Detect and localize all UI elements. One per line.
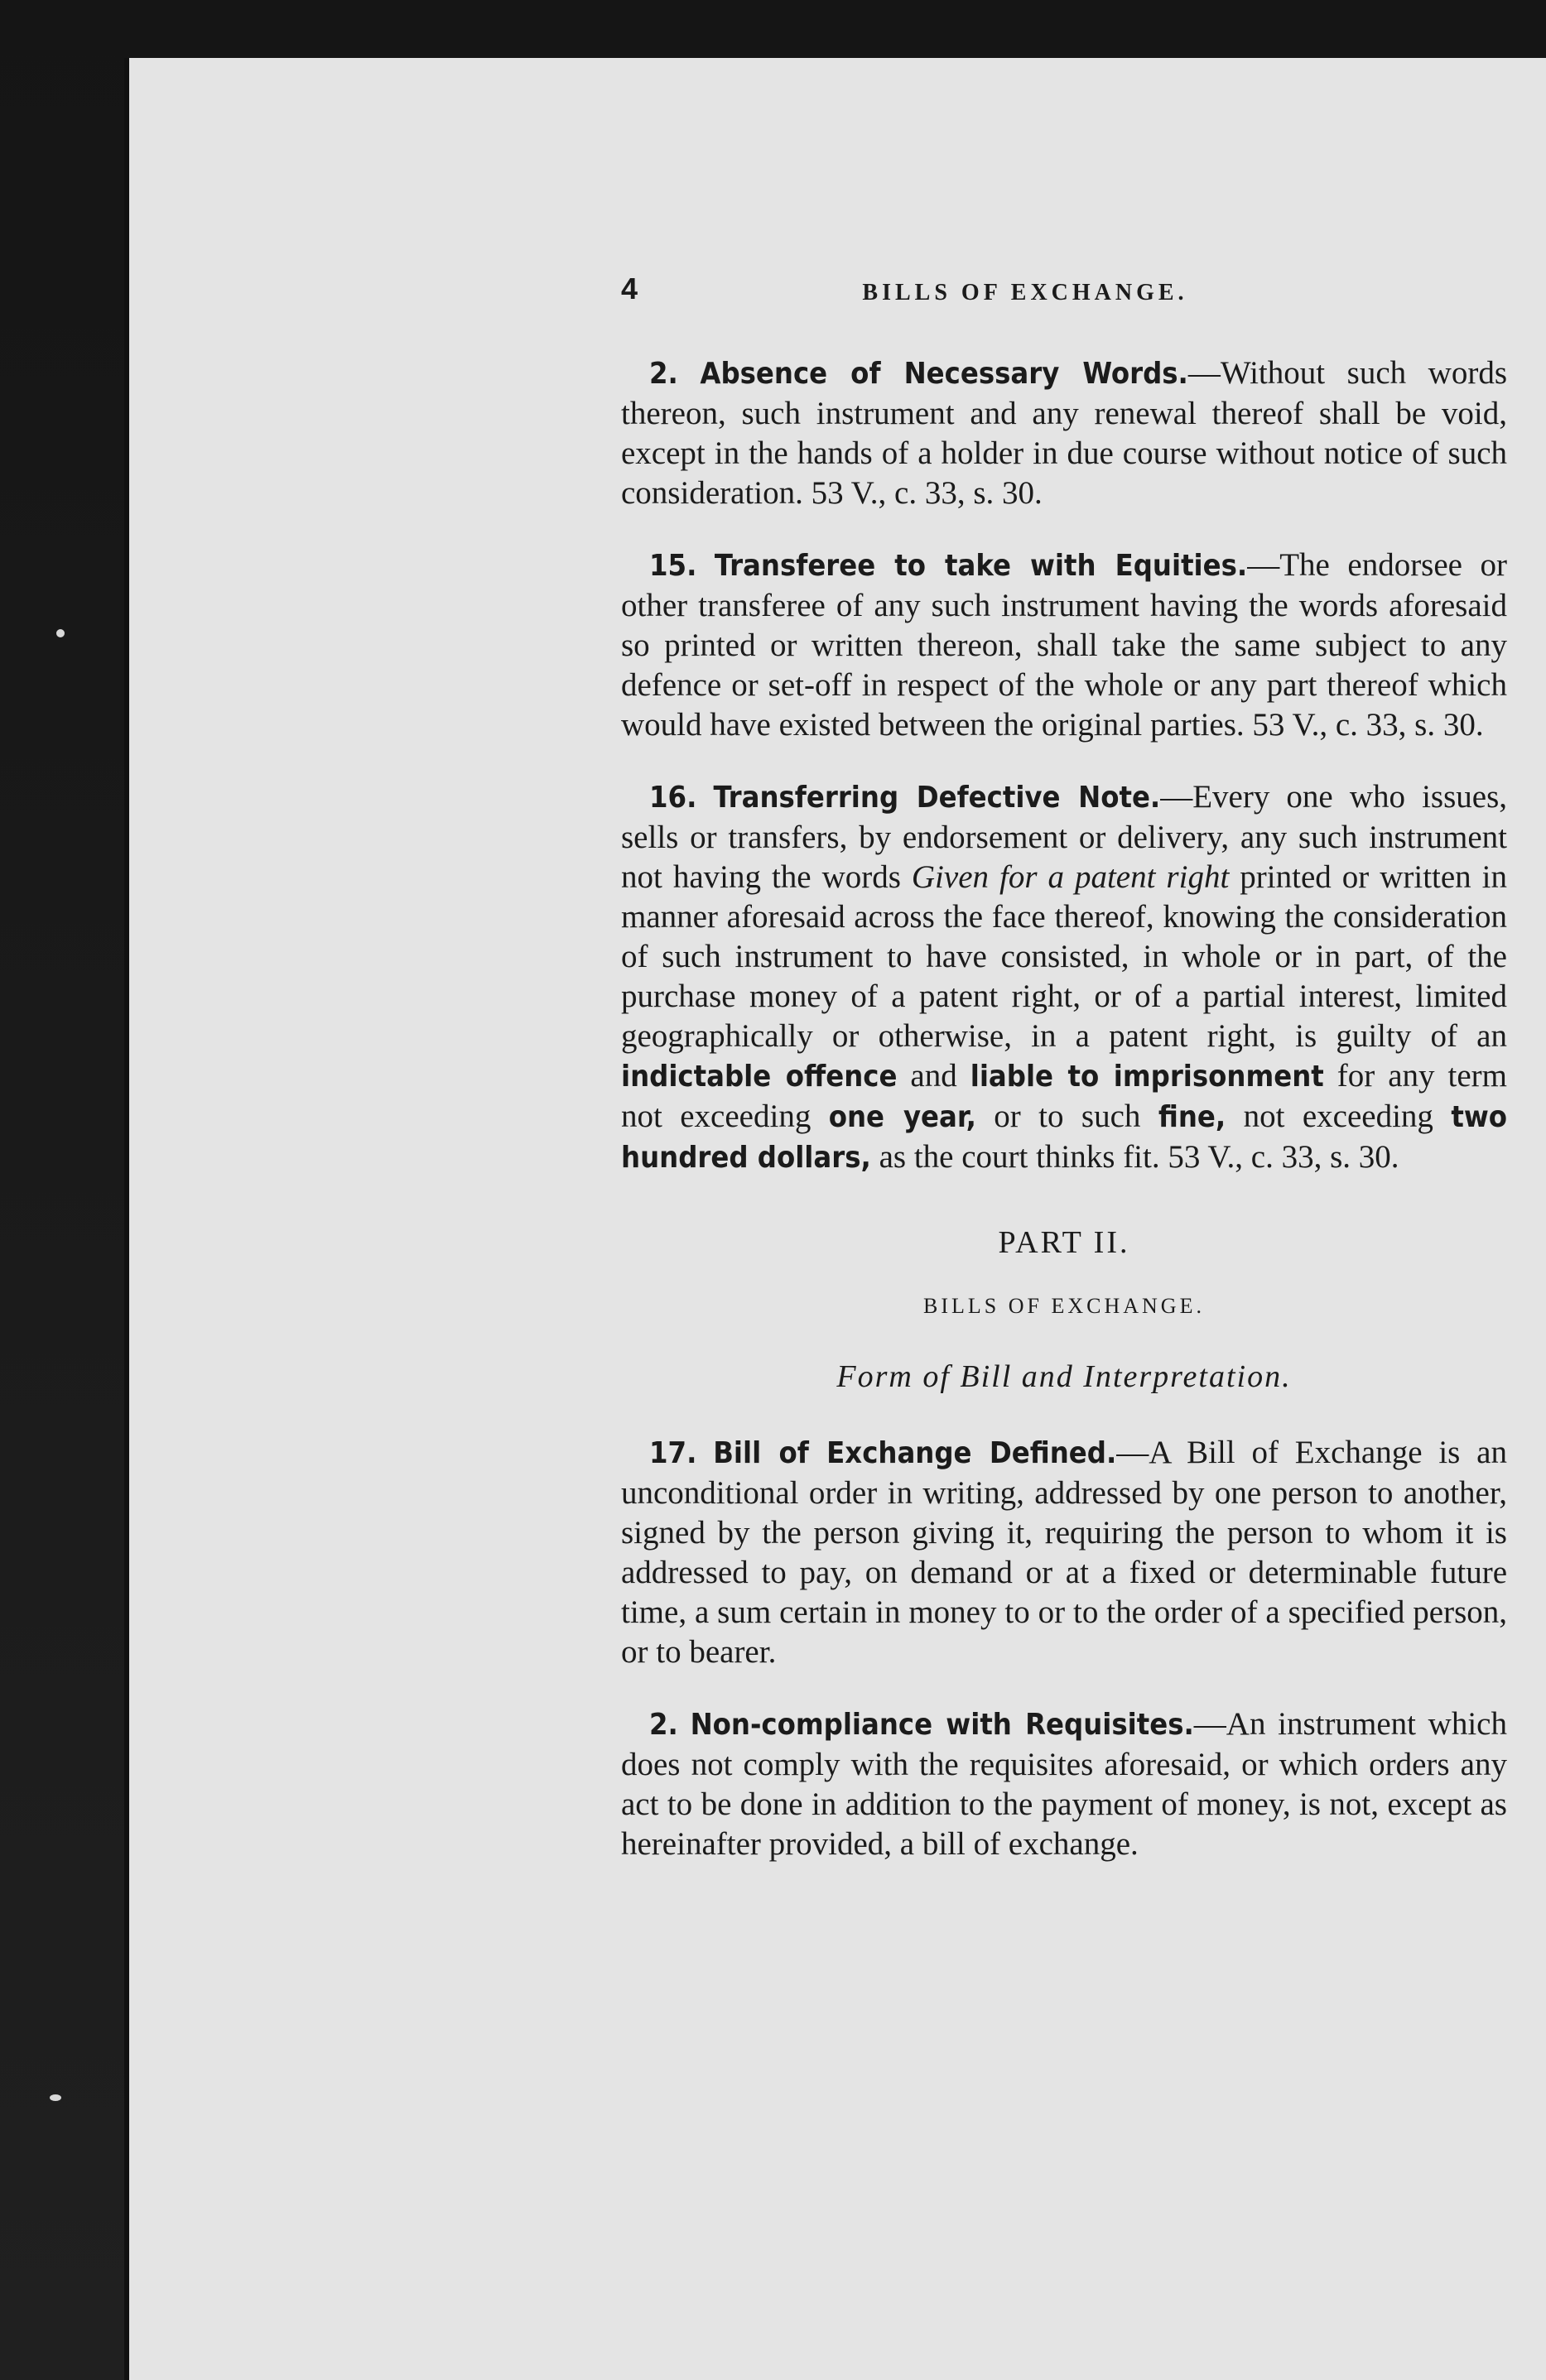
section-17-defined	[621, 1433, 1507, 1672]
section-text: or to such	[975, 1099, 1158, 1134]
part-subtitle: BILLS OF EXCHANGE.	[923, 1294, 1205, 1318]
section-text: —An instrument which does not comply with the requisites aforesaid, or which orders any act to be done in addition to the payment of money, is not, except as hereinafter provided, a bill of exchange.	[621, 1706, 1507, 1862]
section-15-transferee	[621, 546, 1507, 745]
section-heading: Bill of Exchange Defined.	[713, 1436, 1117, 1470]
running-title: BILLS OF EXCHANGE.	[862, 280, 1188, 305]
section-text: as the court thinks fit. 53 V., c. 33, s. 30.	[870, 1139, 1399, 1175]
scan-speck	[50, 2094, 61, 2101]
section-text: —A Bill of Exchange is an unconditional order in writing, addressed by one person to another, signed by the person giving it, requiring the person to whom it is addressed to pay, on demand or at a fixed or determinable future time, a sum certain in money to or to the order of a specified person, or to bearer.	[621, 1435, 1507, 1670]
page-content	[495, 272, 1546, 1896]
running-header	[495, 272, 1546, 321]
section-text: not exceeding	[1226, 1099, 1452, 1134]
section-number: 2.	[649, 1708, 678, 1742]
page-number: 4	[621, 272, 638, 305]
section-text: for any term not exceeding	[621, 1058, 1508, 1134]
document-page	[124, 58, 1546, 2380]
section-text: printed or written in manner aforesaid across the face thereof, knowing the consideration of such instrument to have consisted, in whole or in part, of the purchase money of a patent right, or of a partial interest, limited geographically or otherwise, in a patent right, is guilty of an	[621, 859, 1507, 1054]
section-heading: Transferee to take with Equities.	[714, 549, 1248, 583]
section-text: —Every one who issues, sells or transfers, by endorsement or delivery, any such instrument not having the words	[621, 779, 1507, 895]
bold-phrase: fine,	[1158, 1100, 1226, 1134]
section-number: 16.	[649, 781, 697, 815]
part-title: PART II.	[998, 1225, 1130, 1260]
section-2-non-compliance	[621, 1704, 1507, 1864]
section-heading: Absence of Necessary Words.	[700, 357, 1188, 391]
section-16-defective-note	[621, 777, 1507, 1178]
section-number: 17.	[649, 1436, 697, 1470]
bold-phrase: one year,	[828, 1100, 976, 1134]
section-heading: Transferring Defective Note.	[713, 781, 1161, 815]
section-text: —Without such words thereon, such instrument and any renewal thereof shall be void, except in the hands of a holder in due course without notice of such consideration. 53 V., c. 33, s. 30.	[621, 355, 1507, 511]
italic-phrase: Given for a patent right	[911, 859, 1230, 895]
section-number: 15.	[649, 549, 697, 583]
section-number: 2.	[649, 357, 678, 391]
section-heading: Non-compliance with Requisites.	[690, 1708, 1194, 1742]
section-2-absence	[621, 353, 1507, 513]
bold-phrase: indictable offence	[621, 1060, 898, 1094]
section-text: —The endorsee or other transferee of any such instrument having the words aforesaid so printed or written thereon, shall take the same subject to any defence or set-off in respect of the whole or any part thereof which would have existed between the original parties. 53 V., c. 33, s. 30.	[621, 547, 1508, 743]
bold-phrase: two hundred dollars,	[621, 1100, 1507, 1175]
part-subheading: Form of Bill and Interpretation.	[836, 1359, 1292, 1394]
scan-speck	[56, 629, 65, 637]
bold-phrase: liable to imprisonment	[970, 1060, 1324, 1094]
section-text: and	[897, 1058, 970, 1094]
